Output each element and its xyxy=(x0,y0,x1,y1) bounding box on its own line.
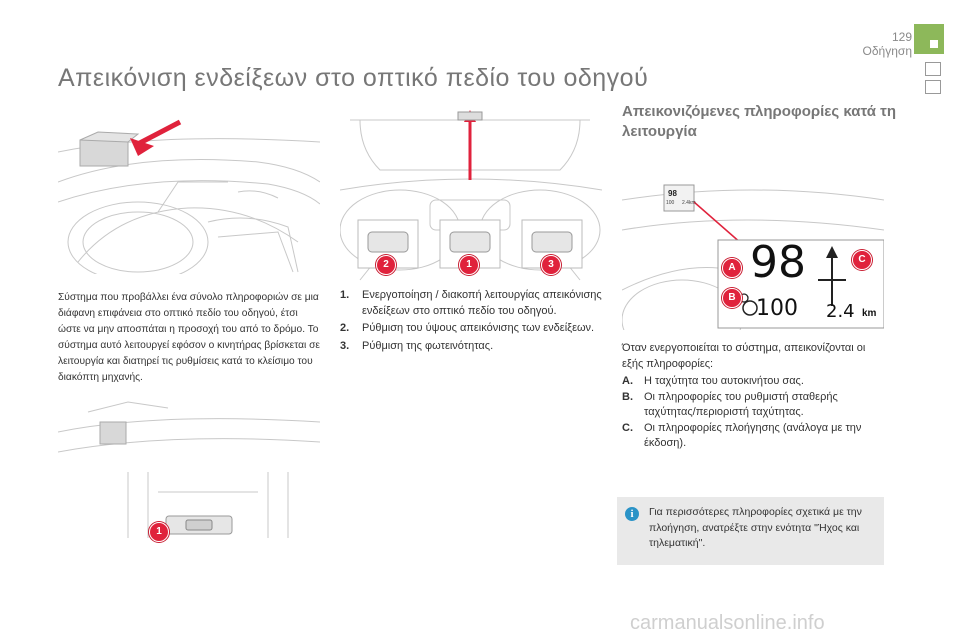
list-item: A. Η ταχύτητα του αυτοκινήτου σας. xyxy=(622,375,804,387)
mini-cruise: 100 xyxy=(666,200,675,206)
callout-2: 2 xyxy=(376,255,396,275)
callout-3: 3 xyxy=(541,255,561,275)
distance-readout: 2.4 xyxy=(826,301,855,322)
cruise-readout: 100 xyxy=(756,296,798,321)
label-b: B xyxy=(722,288,742,308)
list-item: 3. Ρύθμιση της φωτεινότητας. xyxy=(340,339,494,352)
callout-1: 1 xyxy=(149,522,169,542)
page-title: Απεικόνιση ενδείξεων στο οπτικό πεδίο του οδηγού xyxy=(58,64,649,92)
controls-list xyxy=(340,288,602,354)
chapter-tab-active xyxy=(914,24,944,54)
section-name: Οδήγηση xyxy=(862,44,912,58)
section-subtitle: Απεικονιζόμενες πληροφορίες κατά τη λειτουργία xyxy=(622,103,897,140)
info-intro: Όταν ενεργοποιείται το σύστημα, απεικονίζονται οι εξής πληροφορίες: xyxy=(622,342,866,370)
list-item: C. Οι πληροφορίες πλοήγησης (ανάλογα με την έκδοση). xyxy=(622,421,862,449)
list-item: 1. Ενεργοποίηση / διακοπή λειτουργίας απεικόνισης ενδείξεων στο οπτικό πεδίο του οδηγού. xyxy=(340,289,602,317)
label-a: A xyxy=(722,258,742,278)
mini-distance: 2.4km xyxy=(682,200,696,206)
distance-unit: km xyxy=(862,308,877,319)
watermark: carmanualsonline.info xyxy=(630,612,825,634)
chapter-tab xyxy=(925,62,941,76)
info-icon: i xyxy=(625,507,639,521)
hud-dashboard-illustration xyxy=(58,112,320,274)
info-note xyxy=(617,497,884,565)
callout-1: 1 xyxy=(459,255,479,275)
hud-button-illustration xyxy=(58,392,320,538)
list-item: 2. Ρύθμιση του ύψους απεικόνισης των ενδείξεων. xyxy=(340,322,595,334)
list-item: B. Οι πληροφορίες του ρυθμιστή σταθερής ταχύτητας/περιοριστή ταχύτητας. xyxy=(622,390,838,418)
label-c: C xyxy=(852,250,872,270)
chapter-tab xyxy=(925,80,941,94)
speed-readout: 98 xyxy=(750,237,806,288)
info-list xyxy=(622,374,884,452)
page-number: 129 xyxy=(891,30,912,44)
info-note-text: Για περισσότερες πληροφορίες σχετικά με την πλοήγηση, ανατρέξτε στην ενότητα "Ήχος και τηλεματική". xyxy=(649,506,862,549)
mini-speed: 98 xyxy=(668,189,677,198)
description-paragraph: Σύστημα που προβάλλει ένα σύνολο πληροφοριών σε μια διάφανη επιφάνεια στο οπτικό πεδίο του οδηγού, έτσι ώστε να μην αποσπάται η προσοχή του από το δρόμο. Το σύστημα αυτό λειτουργεί εφόσον ο κινητήρας βρίσκεται σε λειτουργία και διατηρεί τις ρυθμίσεις κατά το κλείσιμο του διακόπτη μηχανής. xyxy=(58,292,320,383)
